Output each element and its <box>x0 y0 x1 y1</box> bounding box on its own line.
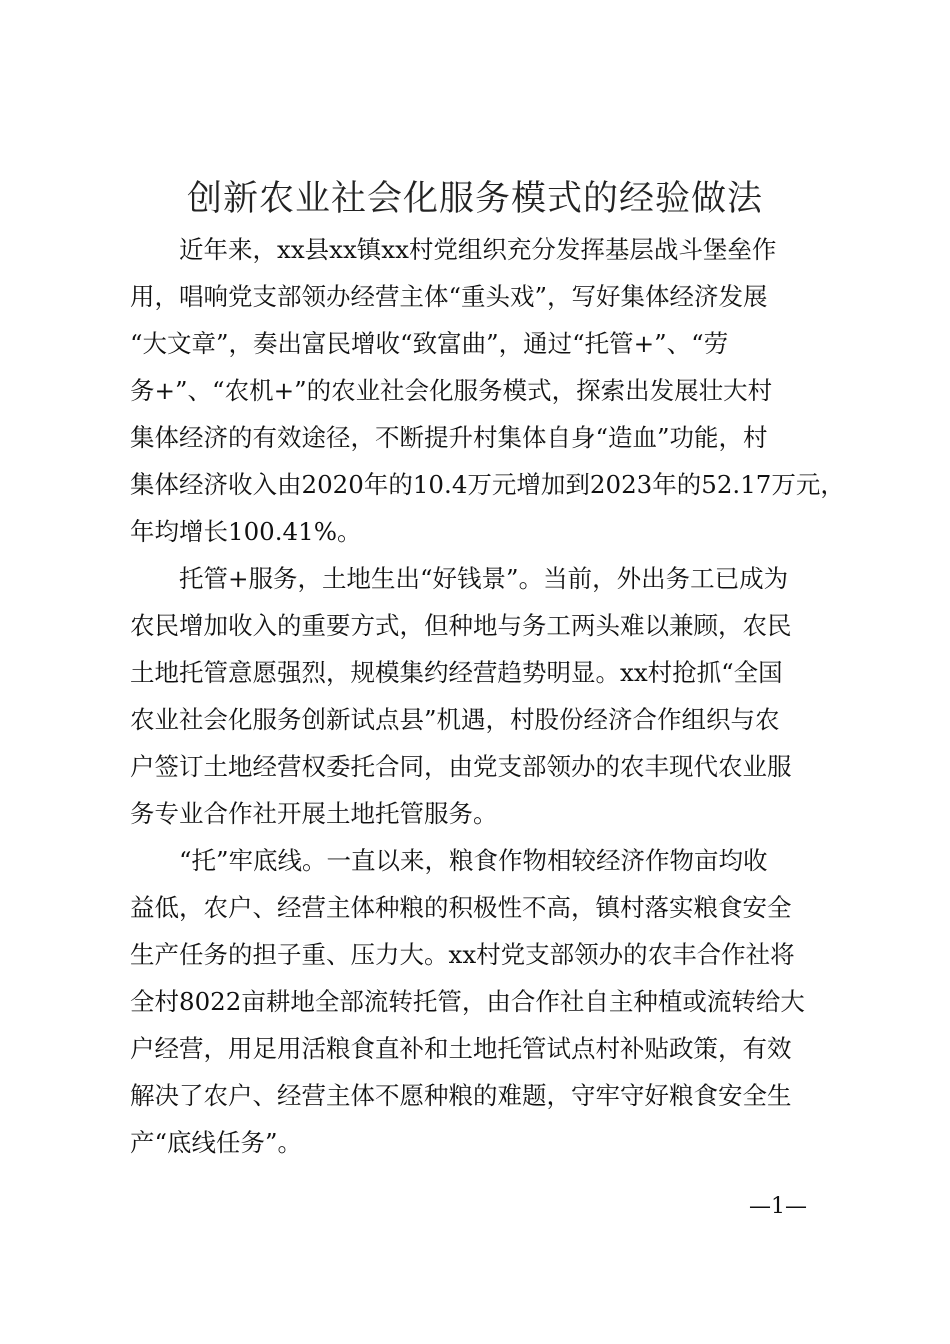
paragraph-line: 务专业合作社开展土地托管服务。 <box>130 799 498 828</box>
paragraph-line: 近年来，xx县xx镇xx村党组织充分发挥基层战斗堡垒作 <box>179 235 777 264</box>
paragraph-line: 托管+服务，土地生出“好钱景”。当前，外出务工已成为 <box>179 564 789 593</box>
document-title: 创新农业社会化服务模式的经验做法 <box>186 179 763 219</box>
paragraph-line: 全村8022亩耕地全部流转托管，由合作社自主种植或流转给大 <box>130 987 805 1016</box>
paragraph-line: 农业社会化服务创新试点县”机遇，村股份经济合作组织与农 <box>130 705 780 734</box>
paragraph-line: 户签订土地经营权委托合同，由党支部领办的农丰现代农业服 <box>130 752 792 781</box>
paragraph-line: 产“底线任务”。 <box>130 1128 303 1157</box>
paragraph-line: 生产任务的担子重、压力大。xx村党支部领办的农丰合作社将 <box>130 940 795 969</box>
paragraph-line: 户经营，用足用活粮食直补和土地托管试点村补贴政策，有效 <box>130 1034 792 1063</box>
paragraph-line: 益低，农户、经营主体种粮的积极性不高，镇村落实粮食安全 <box>130 893 792 922</box>
paragraph-3 <box>130 837 846 1166</box>
paragraph-line: 解决了农户、经营主体不愿种粮的难题，守牢守好粮食安全生 <box>130 1081 792 1110</box>
paragraph-line: 集体经济的有效途径，不断提升村集体自身“造血”功能，村 <box>130 423 768 452</box>
paragraph-line: “托”牢底线。一直以来，粮食作物相较经济作物亩均收 <box>179 846 768 875</box>
paragraph-line: “大文章”，奏出富民增收“致富曲”，通过“托管+”、“劳 <box>130 329 729 358</box>
paragraph-line: 土地托管意愿强烈，规模集约经营趋势明显。xx村抢抓“全国 <box>130 658 783 687</box>
document-body <box>130 226 846 1166</box>
paragraph-2 <box>130 555 846 837</box>
paragraph-1 <box>130 226 846 555</box>
paragraph-line: 用，唱响党支部领办经营主体“重头戏”，写好集体经济发展 <box>130 282 768 311</box>
paragraph-line: 务+”、“农机+”的农业社会化服务模式，探索出发展壮大村 <box>130 376 773 405</box>
paragraph-line: 年均增长100.41%。 <box>130 517 362 546</box>
page-number: —1— <box>749 1194 807 1219</box>
paragraph-line: 集体经济收入由2020年的10.4万元增加到2023年的52.17万元， <box>130 470 845 499</box>
paragraph-line: 农民增加收入的重要方式，但种地与务工两头难以兼顾，农民 <box>130 611 792 640</box>
